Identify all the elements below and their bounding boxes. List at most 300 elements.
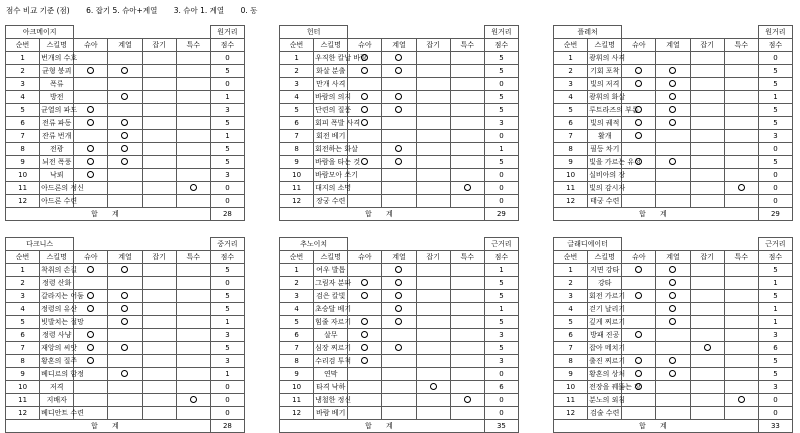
col-num-header: 순번 bbox=[280, 39, 314, 52]
row-score: 5 bbox=[758, 355, 792, 368]
circle-mark-icon bbox=[635, 158, 642, 165]
shua-cell bbox=[74, 355, 108, 368]
circle-mark-icon bbox=[87, 305, 94, 312]
japgi-cell bbox=[690, 195, 724, 208]
table-row bbox=[280, 156, 519, 169]
japgi-cell bbox=[416, 355, 450, 368]
col-score-header: 점수 bbox=[758, 39, 792, 52]
total-label: 합 계 bbox=[6, 420, 211, 433]
table-row bbox=[6, 52, 245, 65]
circle-mark-icon bbox=[395, 93, 402, 100]
skill-name: 황혼의 질주 bbox=[40, 355, 74, 368]
col-num-header: 순번 bbox=[6, 39, 40, 52]
shua-cell bbox=[348, 290, 382, 303]
row-number: 11 bbox=[554, 394, 588, 407]
table-row bbox=[6, 316, 245, 329]
japgi-cell bbox=[416, 394, 450, 407]
range-type: 근거리 bbox=[484, 238, 518, 251]
row-score: 3 bbox=[758, 130, 792, 143]
japgi-cell bbox=[416, 195, 450, 208]
skill-name: 기회 포착 bbox=[588, 65, 622, 78]
japgi-cell bbox=[416, 329, 450, 342]
row-score: 0 bbox=[484, 394, 518, 407]
japgi-cell bbox=[142, 156, 176, 169]
row-number: 9 bbox=[280, 368, 314, 381]
skill-name: 화살 분출 bbox=[314, 65, 348, 78]
row-score: 5 bbox=[484, 277, 518, 290]
row-number: 5 bbox=[554, 316, 588, 329]
shua-cell bbox=[622, 264, 656, 277]
skill-name: 힘줄 자르기 bbox=[314, 316, 348, 329]
row-number: 6 bbox=[554, 329, 588, 342]
row-score: 0 bbox=[758, 407, 792, 420]
table-row bbox=[554, 143, 793, 156]
row-score: 0 bbox=[484, 182, 518, 195]
row-score: 5 bbox=[484, 52, 518, 65]
skill-name: 바람의 의지 bbox=[314, 91, 348, 104]
table-row bbox=[280, 368, 519, 381]
row-number: 8 bbox=[280, 355, 314, 368]
table-row bbox=[554, 407, 793, 420]
table-row bbox=[280, 264, 519, 277]
circle-mark-icon bbox=[635, 132, 642, 139]
gyeyeol-cell bbox=[108, 316, 142, 329]
row-number: 2 bbox=[280, 277, 314, 290]
shua-cell bbox=[74, 143, 108, 156]
skill-name: 아드론의 정신 bbox=[40, 182, 74, 195]
shua-cell bbox=[74, 130, 108, 143]
table-row bbox=[554, 264, 793, 277]
circle-mark-icon bbox=[361, 67, 368, 74]
table-row bbox=[6, 381, 245, 394]
circle-mark-icon bbox=[669, 106, 676, 113]
table-row bbox=[554, 381, 793, 394]
table-row bbox=[6, 104, 245, 117]
table-row bbox=[554, 65, 793, 78]
row-score: 1 bbox=[210, 368, 244, 381]
range-type: 중거리 bbox=[210, 238, 244, 251]
row-score: 5 bbox=[484, 316, 518, 329]
teuksu-cell bbox=[724, 303, 758, 316]
japgi-cell bbox=[690, 277, 724, 290]
teuksu-cell bbox=[450, 182, 484, 195]
col-japgi-header: 잡기 bbox=[416, 39, 450, 52]
teuksu-cell bbox=[176, 91, 210, 104]
circle-mark-icon bbox=[121, 305, 128, 312]
row-score: 6 bbox=[484, 381, 518, 394]
shua-cell bbox=[348, 182, 382, 195]
gyeyeol-cell bbox=[656, 394, 690, 407]
japgi-cell bbox=[142, 195, 176, 208]
skill-name: 깊게 찌르기 bbox=[588, 316, 622, 329]
table-row bbox=[6, 329, 245, 342]
circle-mark-icon bbox=[395, 106, 402, 113]
gyeyeol-cell bbox=[108, 182, 142, 195]
gyeyeol-cell bbox=[382, 290, 416, 303]
skill-name: 저격 bbox=[40, 381, 74, 394]
shua-cell bbox=[348, 104, 382, 117]
col-score-header: 점수 bbox=[210, 39, 244, 52]
gyeyeol-cell bbox=[382, 182, 416, 195]
circle-mark-icon bbox=[87, 119, 94, 126]
row-score: 0 bbox=[210, 407, 244, 420]
teuksu-cell bbox=[176, 342, 210, 355]
row-number: 12 bbox=[6, 195, 40, 208]
range-type: 원거리 bbox=[758, 26, 792, 39]
table-row bbox=[554, 342, 793, 355]
teuksu-cell bbox=[450, 65, 484, 78]
japgi-cell bbox=[690, 342, 724, 355]
circle-mark-icon bbox=[738, 184, 745, 191]
gyeyeol-cell bbox=[382, 91, 416, 104]
skill-table bbox=[5, 25, 245, 221]
row-score: 1 bbox=[758, 303, 792, 316]
gyeyeol-cell bbox=[656, 342, 690, 355]
circle-mark-icon bbox=[87, 158, 94, 165]
row-number: 10 bbox=[554, 169, 588, 182]
circle-mark-icon bbox=[669, 318, 676, 325]
skill-table bbox=[279, 237, 519, 433]
circle-mark-icon bbox=[87, 106, 94, 113]
row-number: 10 bbox=[554, 381, 588, 394]
shua-cell bbox=[348, 65, 382, 78]
teuksu-cell bbox=[450, 277, 484, 290]
row-score: 0 bbox=[484, 407, 518, 420]
circle-mark-icon bbox=[669, 119, 676, 126]
teuksu-cell bbox=[450, 104, 484, 117]
skill-name: 실비아의 장 bbox=[588, 169, 622, 182]
skill-name: 재앙의 씨앗 bbox=[40, 342, 74, 355]
row-number: 3 bbox=[280, 290, 314, 303]
col-skill-header: 스킬명 bbox=[588, 251, 622, 264]
japgi-cell bbox=[690, 117, 724, 130]
japgi-cell bbox=[690, 303, 724, 316]
table-row bbox=[6, 342, 245, 355]
circle-mark-icon bbox=[361, 292, 368, 299]
row-number: 9 bbox=[554, 368, 588, 381]
teuksu-cell bbox=[176, 156, 210, 169]
circle-mark-icon bbox=[635, 370, 642, 377]
skill-name: 빛을 가르는 유성 bbox=[588, 156, 622, 169]
gyeyeol-cell bbox=[108, 130, 142, 143]
row-score: 5 bbox=[758, 156, 792, 169]
skill-name: 회전하는 화살 bbox=[314, 143, 348, 156]
row-number: 2 bbox=[280, 65, 314, 78]
japgi-cell bbox=[142, 316, 176, 329]
circle-mark-icon bbox=[87, 145, 94, 152]
skill-name: 회전 가르기 bbox=[588, 290, 622, 303]
shua-cell bbox=[74, 381, 108, 394]
circle-mark-icon bbox=[395, 279, 402, 286]
row-number: 2 bbox=[6, 65, 40, 78]
teuksu-cell bbox=[176, 65, 210, 78]
table-row bbox=[554, 52, 793, 65]
legend-line-2: 3. 슈아 1. 계열 bbox=[173, 6, 225, 15]
gyeyeol-cell bbox=[656, 91, 690, 104]
total-label: 합 계 bbox=[280, 208, 485, 221]
row-score: 5 bbox=[484, 65, 518, 78]
row-score: 3 bbox=[758, 329, 792, 342]
teuksu-cell bbox=[724, 329, 758, 342]
circle-mark-icon bbox=[395, 292, 402, 299]
gyeyeol-cell bbox=[382, 78, 416, 91]
total-score: 29 bbox=[758, 208, 792, 221]
teuksu-cell bbox=[724, 277, 758, 290]
table-row bbox=[554, 329, 793, 342]
circle-mark-icon bbox=[87, 266, 94, 273]
row-number: 8 bbox=[554, 355, 588, 368]
skill-name: 우직한 칼날 바람 bbox=[314, 52, 348, 65]
skill-name: 낙뢰 bbox=[40, 169, 74, 182]
gyeyeol-cell bbox=[656, 355, 690, 368]
japgi-cell bbox=[142, 169, 176, 182]
row-number: 5 bbox=[6, 104, 40, 117]
shua-cell bbox=[348, 303, 382, 316]
gyeyeol-cell bbox=[108, 52, 142, 65]
row-score: 3 bbox=[210, 104, 244, 117]
row-number: 3 bbox=[6, 78, 40, 91]
row-number: 8 bbox=[6, 143, 40, 156]
gyeyeol-cell bbox=[108, 381, 142, 394]
row-score: 0 bbox=[484, 368, 518, 381]
gyeyeol-cell bbox=[656, 78, 690, 91]
gyeyeol-cell bbox=[108, 104, 142, 117]
col-shua-header: 슈아 bbox=[74, 251, 108, 264]
circle-mark-icon bbox=[395, 318, 402, 325]
total-row bbox=[6, 208, 245, 221]
japgi-cell bbox=[690, 394, 724, 407]
row-number: 2 bbox=[554, 65, 588, 78]
circle-mark-icon bbox=[121, 370, 128, 377]
gyeyeol-cell bbox=[656, 130, 690, 143]
teuksu-cell bbox=[176, 303, 210, 316]
row-score: 0 bbox=[484, 130, 518, 143]
row-number: 5 bbox=[280, 104, 314, 117]
col-gyeyeol-header: 계열 bbox=[108, 251, 142, 264]
row-score: 5 bbox=[758, 65, 792, 78]
gyeyeol-cell bbox=[656, 65, 690, 78]
shua-cell bbox=[74, 264, 108, 277]
skill-name: 황혼의 상처 bbox=[588, 368, 622, 381]
skill-name: 걷기 날리기 bbox=[588, 303, 622, 316]
gyeyeol-cell bbox=[108, 264, 142, 277]
skill-name: 만개 사격 bbox=[314, 78, 348, 91]
row-number: 11 bbox=[554, 182, 588, 195]
table-row bbox=[6, 65, 245, 78]
row-number: 11 bbox=[6, 394, 40, 407]
table-row bbox=[554, 277, 793, 290]
teuksu-cell bbox=[724, 104, 758, 117]
row-score: 1 bbox=[210, 91, 244, 104]
row-score: 3 bbox=[210, 329, 244, 342]
teuksu-cell bbox=[450, 290, 484, 303]
table-row bbox=[280, 91, 519, 104]
col-skill-header: 스킬명 bbox=[588, 39, 622, 52]
circle-mark-icon bbox=[669, 305, 676, 312]
row-score: 3 bbox=[484, 329, 518, 342]
circle-mark-icon bbox=[361, 331, 368, 338]
skill-name: 전류 파동 bbox=[40, 117, 74, 130]
circle-mark-icon bbox=[635, 119, 642, 126]
teuksu-cell bbox=[450, 316, 484, 329]
row-number: 7 bbox=[280, 130, 314, 143]
table-row bbox=[6, 394, 245, 407]
japgi-cell bbox=[416, 169, 450, 182]
table-row bbox=[554, 117, 793, 130]
teuksu-cell bbox=[724, 156, 758, 169]
col-japgi-header: 잡기 bbox=[690, 39, 724, 52]
teuksu-cell bbox=[724, 342, 758, 355]
table-row bbox=[554, 290, 793, 303]
skill-name: 방전 bbox=[40, 91, 74, 104]
teuksu-cell bbox=[450, 117, 484, 130]
japgi-cell bbox=[416, 316, 450, 329]
circle-mark-icon bbox=[361, 93, 368, 100]
table-row bbox=[280, 394, 519, 407]
japgi-cell bbox=[690, 355, 724, 368]
row-number: 7 bbox=[280, 342, 314, 355]
teuksu-cell bbox=[176, 329, 210, 342]
skill-name: 균형 붕괴 bbox=[40, 65, 74, 78]
skill-name: 태궁 수련 bbox=[588, 195, 622, 208]
skill-name: 베디안트 수련 bbox=[40, 407, 74, 420]
col-gyeyeol-header: 계열 bbox=[382, 39, 416, 52]
circle-mark-icon bbox=[635, 292, 642, 299]
skill-name: 번개의 수호 bbox=[40, 52, 74, 65]
japgi-cell bbox=[142, 52, 176, 65]
teuksu-cell bbox=[724, 368, 758, 381]
skill-name: 회피 폭발 사격 bbox=[314, 117, 348, 130]
japgi-cell bbox=[142, 290, 176, 303]
range-type: 근거리 bbox=[758, 238, 792, 251]
shua-cell bbox=[74, 394, 108, 407]
gyeyeol-cell bbox=[382, 277, 416, 290]
row-score: 0 bbox=[210, 195, 244, 208]
header-row bbox=[6, 251, 245, 264]
row-score: 1 bbox=[758, 91, 792, 104]
gyeyeol-cell bbox=[656, 156, 690, 169]
gyeyeol-cell bbox=[382, 264, 416, 277]
shua-cell bbox=[622, 195, 656, 208]
shua-cell bbox=[74, 104, 108, 117]
gyeyeol-cell bbox=[656, 381, 690, 394]
teuksu-cell bbox=[176, 195, 210, 208]
skill-name: 출진 찌르기 bbox=[588, 355, 622, 368]
total-row bbox=[554, 208, 793, 221]
gyeyeol-cell bbox=[382, 368, 416, 381]
skill-name: 잡아 메치기 bbox=[588, 342, 622, 355]
circle-mark-icon bbox=[361, 119, 368, 126]
teuksu-cell bbox=[724, 143, 758, 156]
col-skill-header: 스킬명 bbox=[314, 251, 348, 264]
japgi-cell bbox=[690, 91, 724, 104]
row-number: 1 bbox=[6, 52, 40, 65]
shua-cell bbox=[622, 368, 656, 381]
skill-name: 활개 bbox=[588, 130, 622, 143]
skill-name: 갈라지는 어둠 bbox=[40, 290, 74, 303]
japgi-cell bbox=[142, 381, 176, 394]
table-row bbox=[554, 91, 793, 104]
table-row bbox=[6, 117, 245, 130]
shua-cell bbox=[622, 130, 656, 143]
japgi-cell bbox=[690, 290, 724, 303]
row-score: 5 bbox=[758, 78, 792, 91]
row-score: 5 bbox=[210, 117, 244, 130]
table-row bbox=[554, 394, 793, 407]
col-gyeyeol-header: 계열 bbox=[108, 39, 142, 52]
total-score: 28 bbox=[210, 420, 244, 433]
teuksu-cell bbox=[724, 407, 758, 420]
row-score: 1 bbox=[484, 303, 518, 316]
japgi-cell bbox=[416, 277, 450, 290]
table-row bbox=[554, 78, 793, 91]
row-number: 6 bbox=[6, 117, 40, 130]
circle-mark-icon bbox=[361, 357, 368, 364]
gyeyeol-cell bbox=[108, 355, 142, 368]
total-row bbox=[6, 420, 245, 433]
row-number: 4 bbox=[554, 303, 588, 316]
gyeyeol-cell bbox=[656, 290, 690, 303]
row-number: 12 bbox=[554, 195, 588, 208]
row-number: 1 bbox=[280, 52, 314, 65]
gyeyeol-cell bbox=[382, 117, 416, 130]
row-score: 1 bbox=[484, 143, 518, 156]
teuksu-cell bbox=[176, 316, 210, 329]
table-row bbox=[280, 407, 519, 420]
row-number: 11 bbox=[6, 182, 40, 195]
row-number: 9 bbox=[280, 156, 314, 169]
col-shua-header: 슈아 bbox=[348, 39, 382, 52]
shua-cell bbox=[348, 329, 382, 342]
japgi-cell bbox=[416, 130, 450, 143]
col-teuksu-header: 특수 bbox=[450, 251, 484, 264]
japgi-cell bbox=[690, 182, 724, 195]
col-skill-header: 스킬명 bbox=[40, 251, 74, 264]
shua-cell bbox=[348, 407, 382, 420]
skill-name: 폭류 bbox=[40, 78, 74, 91]
table-row bbox=[6, 290, 245, 303]
shua-cell bbox=[622, 277, 656, 290]
shua-cell bbox=[622, 182, 656, 195]
circle-mark-icon bbox=[121, 158, 128, 165]
skill-name: 빛의 궤적 bbox=[588, 117, 622, 130]
gyeyeol-cell bbox=[656, 52, 690, 65]
row-score: 0 bbox=[484, 78, 518, 91]
total-score: 33 bbox=[758, 420, 792, 433]
japgi-cell bbox=[142, 303, 176, 316]
teuksu-cell bbox=[724, 264, 758, 277]
teuksu-cell bbox=[724, 182, 758, 195]
gyeyeol-cell bbox=[382, 169, 416, 182]
shua-cell bbox=[622, 329, 656, 342]
japgi-cell bbox=[690, 169, 724, 182]
col-gyeyeol-header: 계열 bbox=[656, 39, 690, 52]
col-gyeyeol-header: 계열 bbox=[656, 251, 690, 264]
row-score: 3 bbox=[484, 117, 518, 130]
table-row bbox=[280, 169, 519, 182]
col-num-header: 순번 bbox=[554, 251, 588, 264]
japgi-cell bbox=[690, 381, 724, 394]
japgi-cell bbox=[142, 394, 176, 407]
circle-mark-icon bbox=[669, 93, 676, 100]
japgi-cell bbox=[142, 78, 176, 91]
teuksu-cell bbox=[450, 394, 484, 407]
circle-mark-icon bbox=[635, 357, 642, 364]
row-score: 5 bbox=[484, 290, 518, 303]
shua-cell bbox=[348, 342, 382, 355]
row-score: 0 bbox=[758, 394, 792, 407]
japgi-cell bbox=[142, 368, 176, 381]
